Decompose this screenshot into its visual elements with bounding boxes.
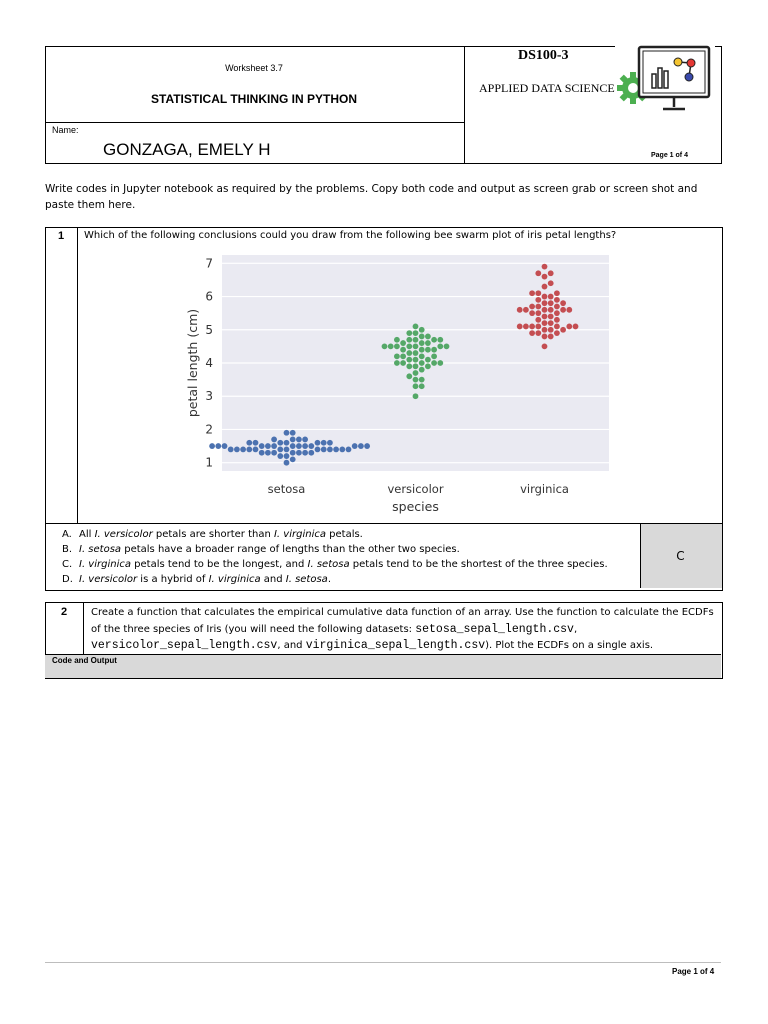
- point-virginica: [560, 300, 566, 306]
- point-versicolor: [406, 330, 412, 336]
- point-virginica: [566, 307, 572, 313]
- point-virginica: [517, 324, 523, 330]
- point-virginica: [542, 320, 548, 326]
- header-page-number: Page 1 of 4: [651, 152, 688, 159]
- footer-divider: [45, 962, 721, 963]
- point-versicolor: [400, 353, 406, 359]
- point-virginica: [523, 324, 529, 330]
- point-virginica: [542, 300, 548, 306]
- point-versicolor: [431, 353, 437, 359]
- point-setosa: [302, 437, 308, 443]
- point-setosa: [352, 443, 358, 449]
- point-versicolor: [406, 343, 412, 349]
- option-c: C. I. virginica petals tend to be the longest, and I. setosa petals tend to be the shortest of the three species.: [62, 559, 608, 570]
- course-code: DS100-3: [518, 48, 569, 63]
- x-tick-label: versicolor: [387, 482, 444, 496]
- point-setosa: [290, 430, 296, 436]
- point-versicolor: [431, 347, 437, 353]
- point-setosa: [246, 440, 252, 446]
- point-versicolor: [413, 330, 419, 336]
- point-virginica: [523, 307, 529, 313]
- point-setosa: [284, 447, 290, 453]
- answer-options: [62, 527, 608, 587]
- course-name: APPLIED DATA SCIENCE: [479, 81, 615, 95]
- point-virginica: [529, 324, 535, 330]
- x-tick-label: setosa: [267, 482, 306, 496]
- point-setosa: [333, 447, 339, 453]
- y-tick-label: 3: [205, 389, 213, 404]
- point-setosa: [290, 456, 296, 462]
- point-versicolor: [406, 357, 412, 363]
- worksheet-number: Worksheet 3.7: [225, 63, 283, 73]
- point-versicolor: [394, 343, 400, 349]
- point-versicolor: [419, 353, 425, 359]
- dataset-setosa: setosa_sepal_length.csv: [415, 622, 574, 636]
- point-versicolor: [382, 343, 388, 349]
- point-virginica: [535, 297, 541, 303]
- point-versicolor: [413, 393, 419, 399]
- point-setosa: [339, 447, 345, 453]
- point-versicolor: [406, 363, 412, 369]
- point-virginica: [542, 284, 548, 290]
- point-versicolor: [419, 360, 425, 366]
- question-2-text: Create a function that calculates the empirical cumulative data function of an array. Use the function to calculate the ECDFs of the three species of Iris (you will need the following datasets: setosa_sepal_length.csv, versicolor_sepal_length.csv, and virginica_sepal_length.csv). Plot the ECDFs on a single axis.: [91, 607, 714, 652]
- point-setosa: [315, 440, 321, 446]
- answer-value: C: [676, 549, 685, 563]
- point-setosa: [259, 450, 265, 456]
- point-versicolor: [419, 340, 425, 346]
- point-virginica: [573, 324, 579, 330]
- point-virginica: [554, 324, 560, 330]
- point-versicolor: [425, 334, 431, 340]
- point-versicolor: [400, 347, 406, 353]
- header-title-cell: [45, 46, 465, 123]
- y-tick-label: 7: [205, 256, 213, 271]
- point-setosa: [364, 443, 370, 449]
- point-versicolor: [413, 324, 419, 330]
- worksheet-title: STATISTICAL THINKING IN PYTHON: [151, 92, 357, 106]
- point-virginica: [548, 334, 554, 340]
- point-virginica: [542, 314, 548, 320]
- point-virginica: [535, 330, 541, 336]
- dataset-versicolor: versicolor_sepal_length.csv: [91, 639, 278, 652]
- y-tick-label: 6: [205, 289, 213, 304]
- point-setosa: [277, 453, 283, 459]
- point-setosa: [302, 450, 308, 456]
- point-versicolor: [388, 343, 394, 349]
- point-setosa: [284, 453, 290, 459]
- data-science-logo-icon: [615, 44, 715, 116]
- point-versicolor: [413, 343, 419, 349]
- point-versicolor: [406, 350, 412, 356]
- point-setosa: [234, 447, 240, 453]
- footer-page-number: Page 1 of 4: [672, 967, 715, 976]
- point-setosa: [222, 443, 228, 449]
- point-setosa: [327, 447, 333, 453]
- point-virginica: [554, 317, 560, 323]
- option-d: D. I. versicolor is a hybrid of I. virginica and I. setosa.: [62, 574, 331, 585]
- point-setosa: [296, 443, 302, 449]
- point-versicolor: [394, 337, 400, 343]
- code-and-output-label: Code and Output: [52, 656, 117, 665]
- point-virginica: [529, 330, 535, 336]
- point-versicolor: [437, 360, 443, 366]
- point-versicolor: [425, 340, 431, 346]
- dataset-virginica: virginica_sepal_length.csv: [305, 639, 486, 652]
- x-axis-label: species: [392, 499, 439, 514]
- point-virginica: [535, 304, 541, 310]
- point-versicolor: [431, 360, 437, 366]
- point-virginica: [566, 324, 572, 330]
- point-versicolor: [394, 353, 400, 359]
- point-virginica: [542, 343, 548, 349]
- point-versicolor: [413, 377, 419, 383]
- y-tick-label: 4: [205, 356, 213, 370]
- point-versicolor: [444, 343, 450, 349]
- point-versicolor: [419, 334, 425, 340]
- point-virginica: [548, 300, 554, 306]
- point-versicolor: [419, 367, 425, 373]
- point-versicolor: [425, 347, 431, 353]
- point-virginica: [548, 320, 554, 326]
- x-tick-label: virginica: [520, 482, 569, 496]
- point-virginica: [554, 290, 560, 296]
- option-a: A. All I. versicolor petals are shorter than I. virginica petals.: [62, 529, 363, 540]
- question-2-number: 2: [60, 606, 68, 618]
- question-1-number: 1: [57, 230, 65, 242]
- point-virginica: [529, 304, 535, 310]
- point-virginica: [548, 294, 554, 300]
- point-setosa: [321, 440, 327, 446]
- y-tick-label: 1: [205, 455, 213, 470]
- point-virginica: [535, 310, 541, 316]
- point-setosa: [253, 440, 259, 446]
- point-virginica: [548, 314, 554, 320]
- y-axis-label: petal length (cm): [185, 308, 200, 418]
- point-virginica: [548, 307, 554, 313]
- point-setosa: [240, 447, 246, 453]
- point-setosa: [271, 450, 277, 456]
- point-versicolor: [394, 360, 400, 366]
- instructions: Write codes in Jupyter notebook as required by the problems. Copy both code and output as screen grab or screen shot and paste them here.: [45, 183, 698, 211]
- point-versicolor: [413, 357, 419, 363]
- question-1-text: Which of the following conclusions could you draw from the following bee swarm plot of iris petal lengths?: [84, 230, 617, 241]
- point-virginica: [535, 324, 541, 330]
- point-virginica: [535, 270, 541, 276]
- point-virginica: [542, 327, 548, 333]
- point-versicolor: [413, 350, 419, 356]
- point-versicolor: [437, 343, 443, 349]
- point-virginica: [542, 334, 548, 340]
- point-virginica: [517, 307, 523, 313]
- point-setosa: [327, 440, 333, 446]
- point-virginica: [542, 264, 548, 270]
- point-virginica: [554, 330, 560, 336]
- point-versicolor: [419, 383, 425, 389]
- option-b: B. I. setosa petals have a broader range of lengths than the other two species.: [62, 544, 460, 555]
- point-versicolor: [400, 340, 406, 346]
- point-virginica: [548, 327, 554, 333]
- point-versicolor: [406, 337, 412, 343]
- point-virginica: [529, 290, 535, 296]
- point-setosa: [290, 450, 296, 456]
- point-versicolor: [413, 363, 419, 369]
- point-setosa: [358, 443, 364, 449]
- point-versicolor: [425, 357, 431, 363]
- student-name: GONZAGA, EMELY H: [103, 140, 271, 159]
- point-setosa: [308, 450, 314, 456]
- question-1-divider: [45, 523, 722, 524]
- point-setosa: [290, 443, 296, 449]
- point-virginica: [560, 307, 566, 313]
- point-setosa: [265, 450, 271, 456]
- point-virginica: [560, 327, 566, 333]
- point-setosa: [271, 437, 277, 443]
- point-setosa: [346, 447, 352, 453]
- point-setosa: [277, 447, 283, 453]
- question-1-number-cell: [45, 227, 78, 523]
- point-setosa: [228, 447, 234, 453]
- point-virginica: [548, 280, 554, 286]
- point-versicolor: [400, 360, 406, 366]
- point-virginica: [548, 270, 554, 276]
- y-tick-label: 2: [205, 422, 213, 437]
- code-and-output-cell: [45, 654, 721, 678]
- y-tick-label: 5: [205, 322, 213, 337]
- point-versicolor: [437, 337, 443, 343]
- point-setosa: [302, 443, 308, 449]
- point-setosa: [315, 447, 321, 453]
- point-versicolor: [419, 347, 425, 353]
- point-versicolor: [406, 373, 412, 379]
- point-virginica: [535, 317, 541, 323]
- point-virginica: [542, 274, 548, 280]
- point-setosa: [209, 443, 215, 449]
- point-virginica: [554, 310, 560, 316]
- point-versicolor: [413, 370, 419, 376]
- point-virginica: [554, 297, 560, 303]
- point-setosa: [253, 447, 259, 453]
- point-setosa: [296, 450, 302, 456]
- point-versicolor: [425, 363, 431, 369]
- name-label: Name:: [52, 125, 79, 135]
- point-versicolor: [413, 337, 419, 343]
- point-virginica: [529, 310, 535, 316]
- point-setosa: [308, 443, 314, 449]
- point-virginica: [542, 307, 548, 313]
- point-setosa: [215, 443, 221, 449]
- point-versicolor: [419, 327, 425, 333]
- point-setosa: [321, 447, 327, 453]
- bee-swarm-plot: [177, 247, 623, 523]
- point-setosa: [277, 440, 283, 446]
- point-virginica: [535, 290, 541, 296]
- point-versicolor: [431, 337, 437, 343]
- point-setosa: [265, 443, 271, 449]
- point-setosa: [246, 447, 252, 453]
- point-setosa: [284, 430, 290, 436]
- point-setosa: [284, 440, 290, 446]
- point-versicolor: [419, 377, 425, 383]
- point-virginica: [542, 294, 548, 300]
- point-setosa: [284, 460, 290, 466]
- point-setosa: [259, 443, 265, 449]
- point-setosa: [271, 443, 277, 449]
- point-setosa: [290, 437, 296, 443]
- point-versicolor: [413, 383, 419, 389]
- point-virginica: [554, 304, 560, 310]
- point-setosa: [296, 437, 302, 443]
